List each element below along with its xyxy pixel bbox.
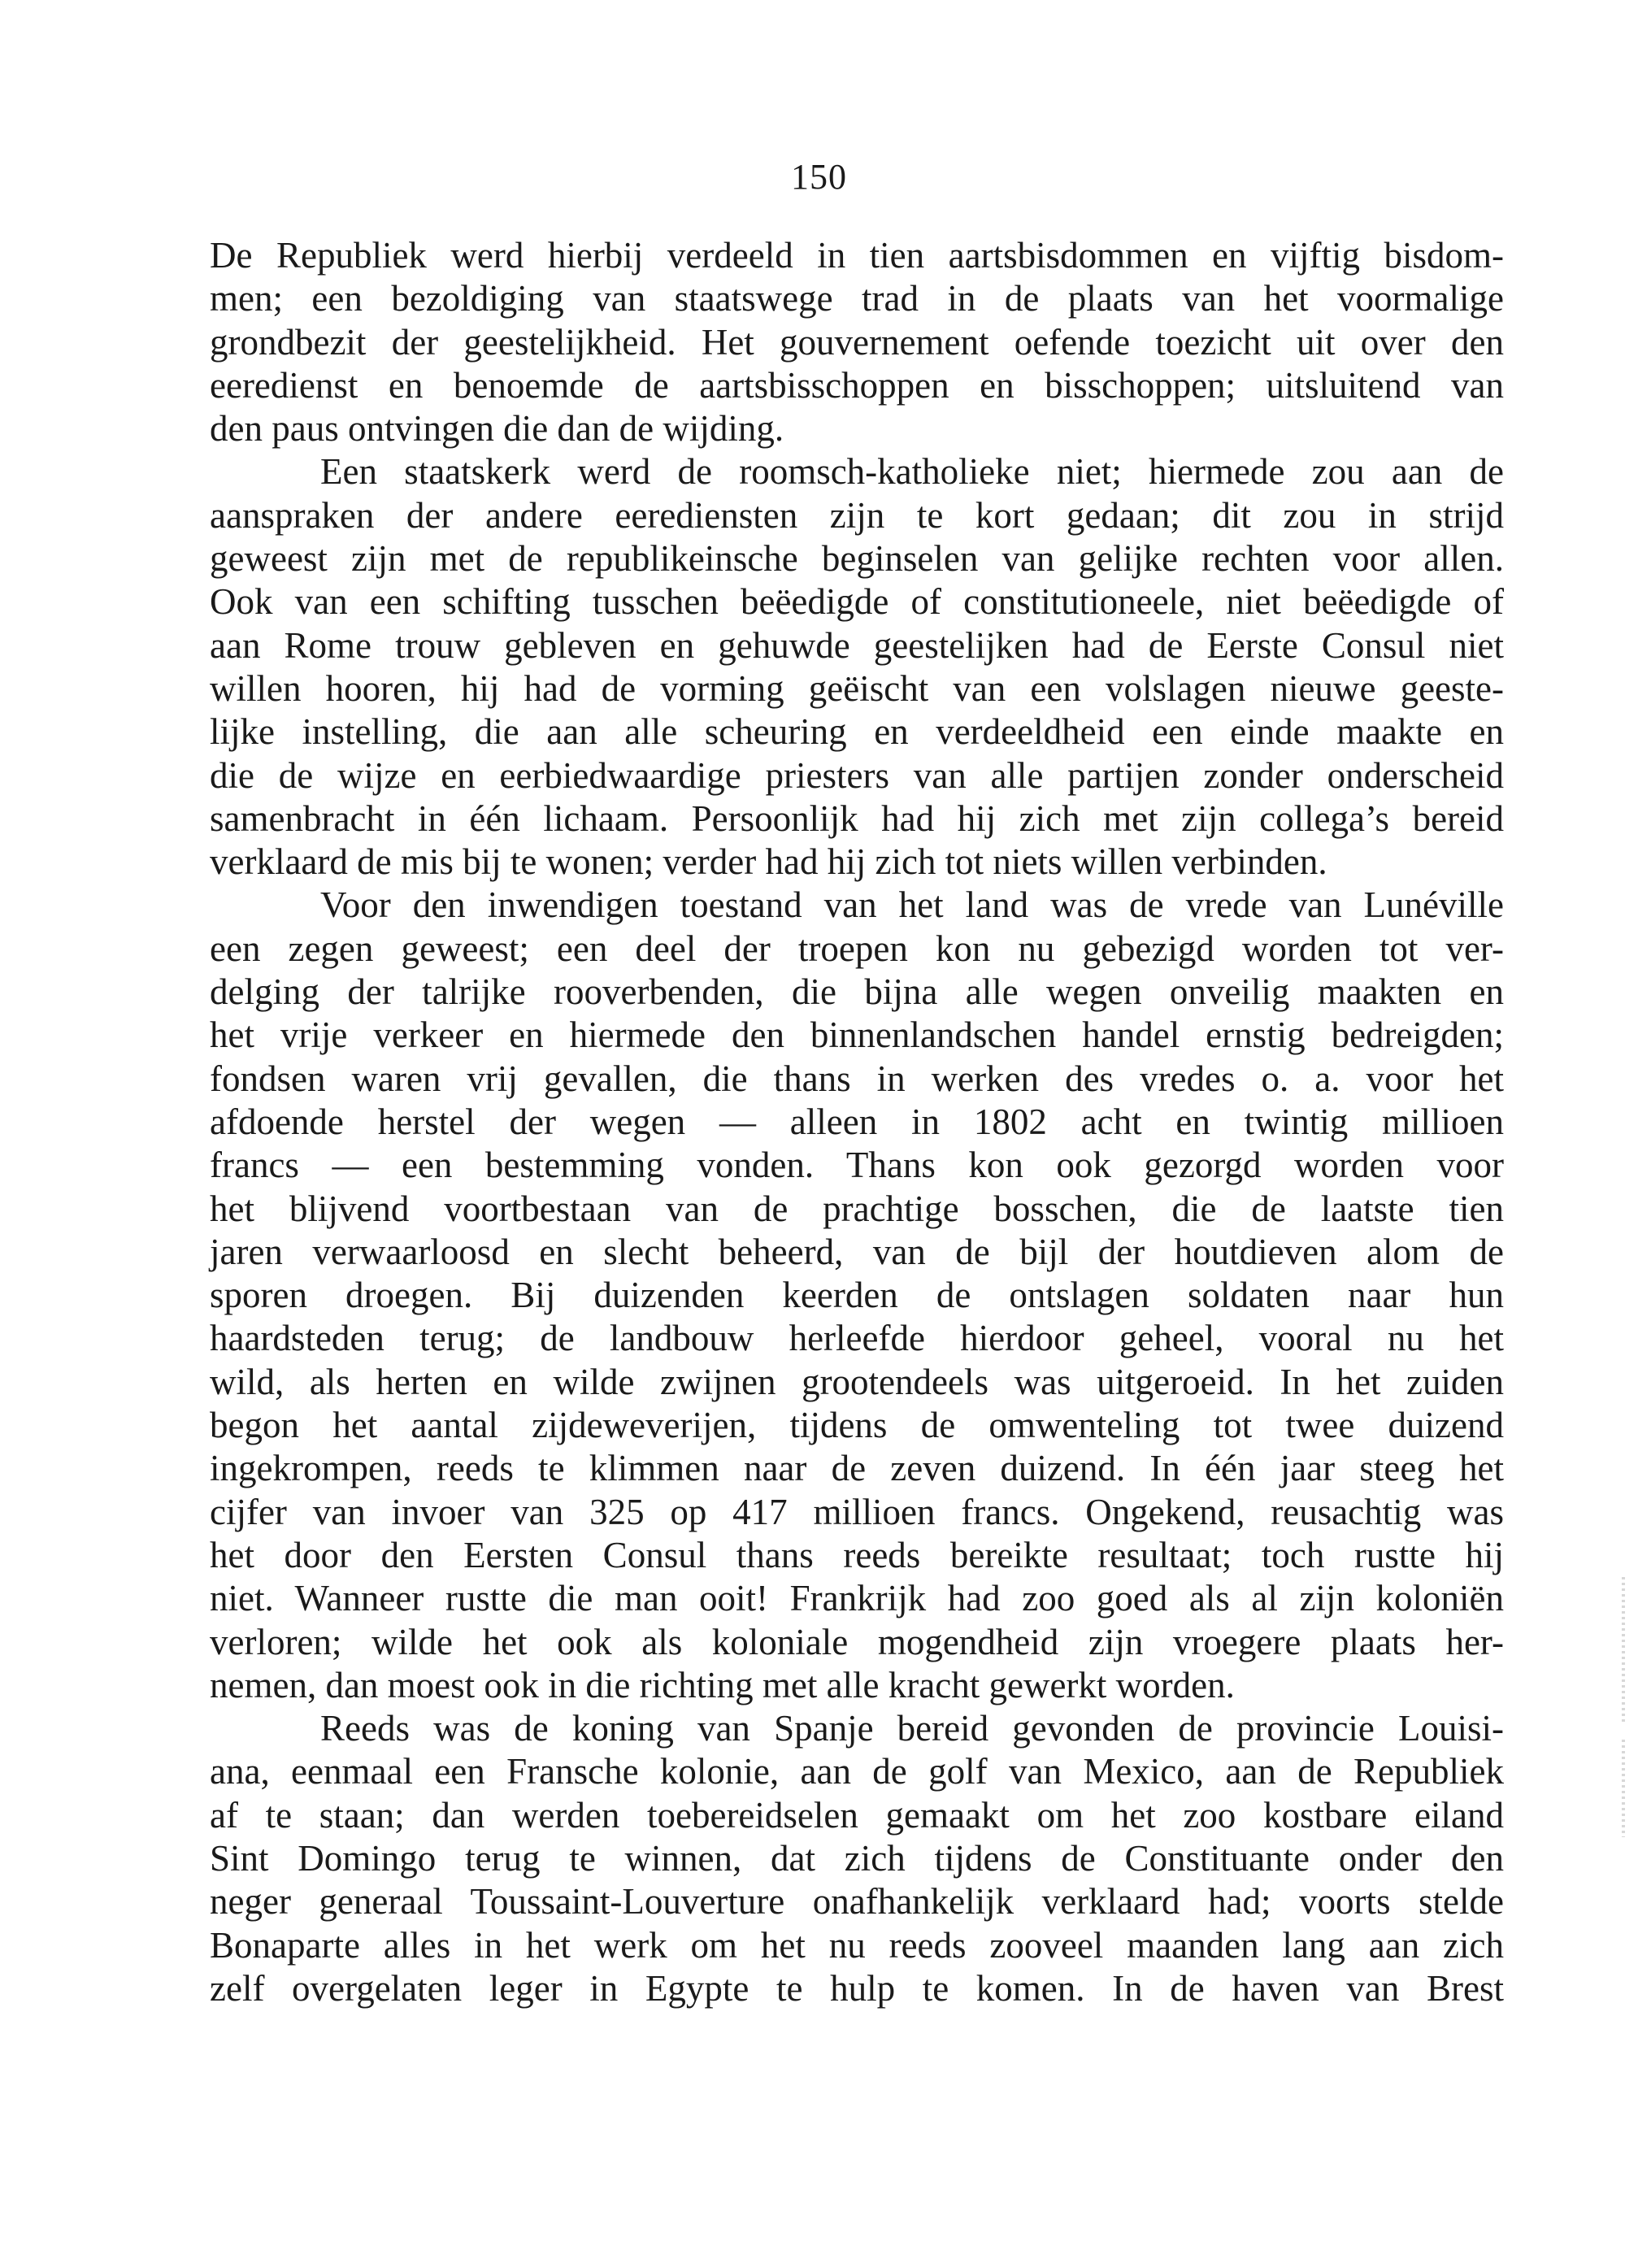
text-line: francs — een bestemming vonden. Thans kon ook gezorgd worden voor xyxy=(210,1145,1504,1186)
page-number: 150 xyxy=(791,157,847,197)
text-line: men; een bezoldiging van staatswege trad in de plaats van het voormalige xyxy=(210,278,1504,319)
text-line: het vrije verkeer en hiermede den binnenlandschen handel ernstig bedreigden; xyxy=(210,1015,1504,1056)
text-line: den paus ontvingen die dan de wijding. xyxy=(210,408,784,450)
text-line: af te staan; dan werden toebereidselen gemaakt om het zoo kostbare eiland xyxy=(210,1794,1504,1836)
text-line: cijfer van invoer van 325 op 417 millioen francs. Ongekend, reusachtig was xyxy=(210,1491,1504,1532)
text-line: een zegen geweest; een deel der troepen kon nu gebezigd worden tot ver- xyxy=(210,928,1504,969)
text-line: verloren; wilde het ook als koloniale mogendheid zijn vroegere plaats her- xyxy=(210,1621,1504,1662)
text-line: afdoende herstel der wegen — alleen in 1802 acht en twintig millioen xyxy=(210,1101,1504,1142)
text-line: ingekrompen, reeds te klimmen naar de zeven duizend. In één jaar steeg het xyxy=(210,1448,1504,1489)
text-line: Reeds was de koning van Spanje bereid gevonden de provincie Louisi- xyxy=(320,1708,1504,1749)
text-line: verklaard de mis bij te wonen; verder had hij zich tot niets willen verbinden. xyxy=(210,841,1327,883)
text-line: Bonaparte alles in het werk om het nu reeds zooveel maanden lang aan zich xyxy=(210,1924,1504,1966)
text-line: fondsen waren vrij gevallen, die thans in werken des vredes o. a. voor het xyxy=(210,1058,1504,1099)
text-line: het blijvend voortbestaan van de prachtige bosschen, die de laatste tien xyxy=(210,1188,1504,1229)
text-line: die de wijze en eerbiedwaardige priesters van alle partijen zonder onderscheid xyxy=(210,754,1504,796)
text-line: jaren verwaarloosd en slecht beheerd, van de bijl der houtdieven alom de xyxy=(210,1231,1504,1272)
text-line: begon het aantal zijdeweverijen, tijdens de omwenteling tot twee duizend xyxy=(210,1405,1504,1446)
text-line: De Republiek werd hierbij verdeeld in tien aartsbisdommen en vijftig bisdom- xyxy=(210,235,1504,276)
text-line: Voor den inwendigen toestand van het land was de vrede van Lunéville xyxy=(320,884,1504,926)
text-line: sporen droegen. Bij duizenden keerden de ontslagen soldaten naar hun xyxy=(210,1275,1504,1316)
text-line: haardsteden terug; de landbouw herleefde hierdoor geheel, vooral nu het xyxy=(210,1318,1504,1359)
text-line: het door den Eersten Consul thans reeds bereikte resultaat; toch rustte hij xyxy=(210,1534,1504,1575)
text-line: niet. Wanneer rustte die man ooit! Frankrijk had zoo goed als al zijn koloniën xyxy=(210,1578,1504,1619)
text-line: aan Rome trouw gebleven en gehuwde geestelijken had de Eerste Consul niet xyxy=(210,624,1504,666)
text-line: geweest zijn met de republikeinsche beginselen van gelijke rechten voor allen. xyxy=(210,538,1504,580)
text-line: Sint Domingo terug te winnen, dat zich tijdens de Constituante onder den xyxy=(210,1837,1504,1879)
text-line: Ook van een schifting tusschen beëedigde of constitutioneele, niet beëedigde of xyxy=(210,581,1504,623)
body-text xyxy=(210,234,1504,2010)
text-line: zelf overgelaten leger in Egypte te hulp te komen. In de haven van Brest xyxy=(210,1967,1504,2009)
text-line: neger generaal Toussaint-Louverture onafhankelijk verklaard had; voorts stelde xyxy=(210,1881,1504,1923)
scan-artifact xyxy=(1622,1740,1625,1837)
text-line: samenbracht in één lichaam. Persoonlijk had hij zich met zijn collega’s bereid xyxy=(210,797,1504,839)
text-line: nemen, dan moest ook in die richting met alle kracht gewerkt worden. xyxy=(210,1664,1235,1705)
scan-artifact xyxy=(1622,1577,1625,1723)
text-line: ana, eenmaal een Fransche kolonie, aan de golf van Mexico, aan de Republiek xyxy=(210,1751,1504,1792)
text-line: delging der talrijke rooverbenden, die bijna alle wegen onveilig maakten en xyxy=(210,971,1504,1013)
text-line: aanspraken der andere eerediensten zijn te kort gedaan; dit zou in strijd xyxy=(210,494,1504,536)
text-line: lijke instelling, die aan alle scheuring en verdeeldheid een einde maakte en xyxy=(210,711,1504,753)
text-line: eeredienst en benoemde de aartsbisschoppen en bisschoppen; uitsluitend van xyxy=(210,364,1504,406)
text-line: grondbezit der geestelijkheid. Het gouvernement oefende toezicht uit over den xyxy=(210,321,1504,363)
text-line: willen hooren, hij had de vorming geëischt van een volslagen nieuwe geeste- xyxy=(210,667,1504,709)
text-line: Een staatskerk werd de roomsch-katholieke niet; hiermede zou aan de xyxy=(320,451,1504,493)
text-line: wild, als herten en wilde zwijnen grootendeels was uitgeroeid. In het zuiden xyxy=(210,1361,1504,1402)
